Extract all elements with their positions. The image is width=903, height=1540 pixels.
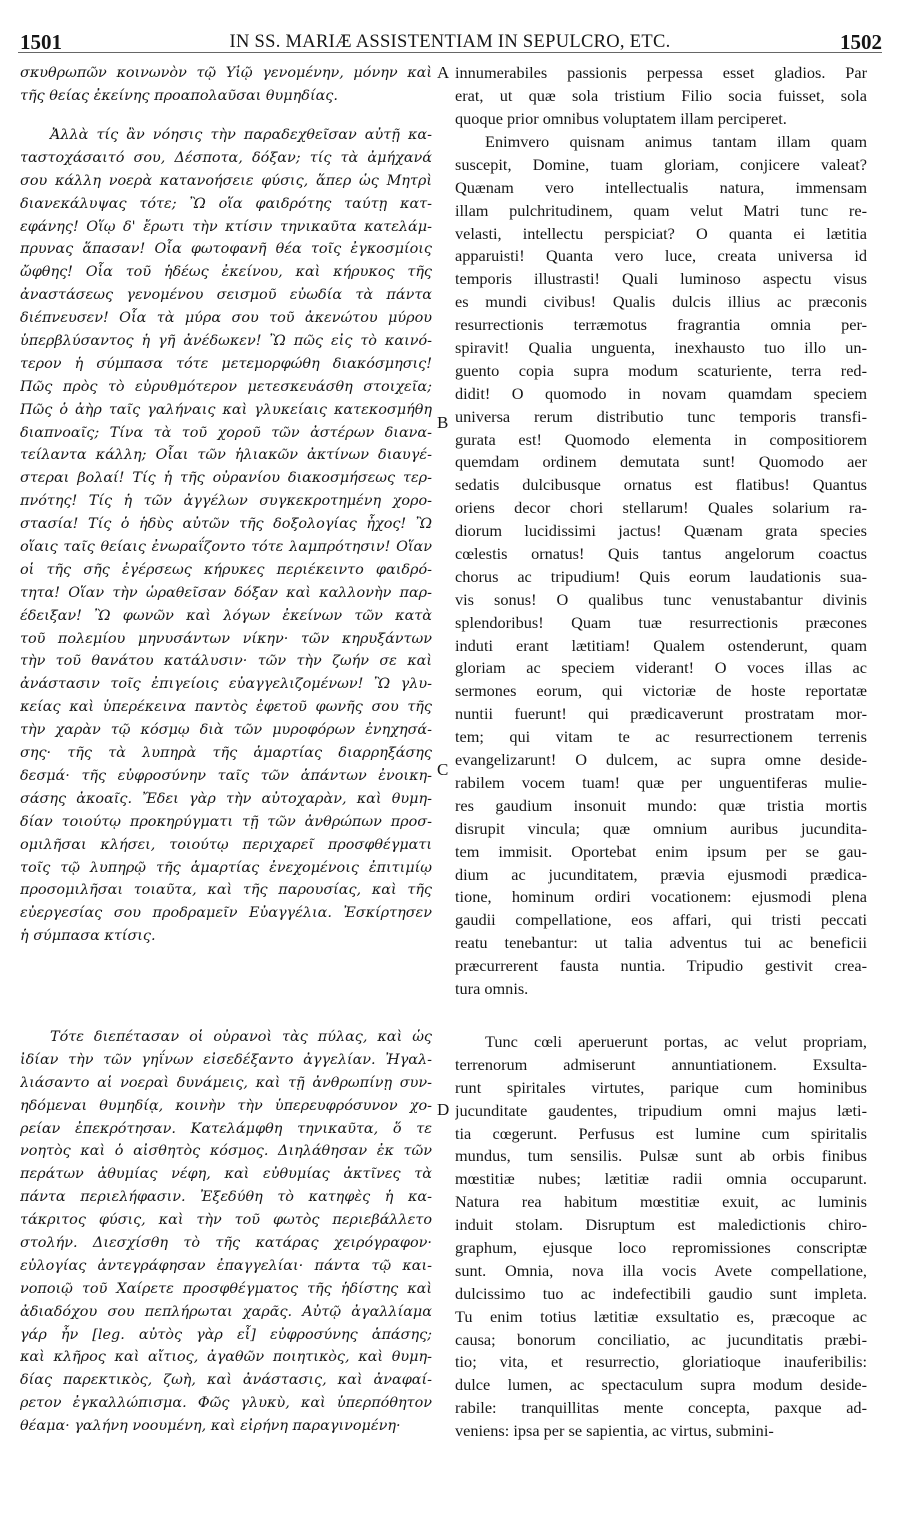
text-line: splendoribus! Quam tuæ resurrectionis præcones xyxy=(455,612,867,632)
text-line: νοητὸς καὶ ὁ αἰσθητὸς κόσμος. Διηλάθησαν ἐκ τῶν xyxy=(20,1143,432,1160)
text-line: sermones eorum, qui victoriæ de hoste reportatæ xyxy=(455,681,867,701)
text-line: τείλαντα κάλλη; Οἷαι τῶν ἡλιακῶν ἀκτίνων διαυγέ- xyxy=(20,447,432,464)
running-title: IN SS. MARIÆ ASSISTENTIAM IN SEPULCRO, ETC. xyxy=(229,32,671,52)
text-line: δεσμά· τῆς εὐφροσύνην ταῖς τῶν ἁπάντων ἐνοικη- xyxy=(20,767,432,784)
text-line: διανεκάλυψας τότε; Ὢ οἵα φαιδρότης ταύτῃ κατ- xyxy=(20,195,432,212)
text-line: καὶ κλῆρος καὶ αἴτιος, ἀγαθῶν ποιητικὸς, καὶ θυμη- xyxy=(20,1349,432,1366)
latin-paragraph-3 xyxy=(455,1031,867,1443)
text-line: sunt. Omnia, nova illa vocis Avete compellatione, xyxy=(455,1260,867,1280)
text-line: apparuisti! Quanta vero luce, creata universa id xyxy=(455,246,867,266)
text-line: ἰδίαν τὴν τῶν γηΐνων εἰσεδέξαντο ἀγγελίαν. Ἠγαλ- xyxy=(20,1051,432,1068)
text-line: εφάνης! Οἵῳ δ' ἔρωτι τὴν κτίσιν τηνικαῦτα κατελάμ- xyxy=(20,218,432,235)
text-line: tem immisit. Oportebat enim ipsum per se gau- xyxy=(455,841,867,861)
text-line: causa; bonorum conciliatio, ac jucunditatis præbi- xyxy=(455,1329,867,1349)
text-line: gurata est! Quomodo elementa in compositiorem xyxy=(455,429,867,449)
text-line: περάτων ἀθυμίας νέφη, καὶ εὐθυμίας ἀκτῖνες τὰ xyxy=(20,1166,432,1183)
text-line: ρετον ἐγκαλλώπισμα. Φῶς γλυκὺ, καὶ ὑπερπόθητον xyxy=(20,1395,432,1412)
text-line: τὴν τοῦ θανάτου κατάλυσιν· τῶν τὴν ζωήν σε καὶ xyxy=(20,653,432,670)
text-line: σης· τῆς τὰ λυπηρὰ τῆς ἁμαρτίας διαρρηξάσης xyxy=(20,745,432,762)
page-number-left: 1501 xyxy=(20,30,62,54)
text-line: es mundi civibus! Qualis dulcis illius ac præconis xyxy=(455,292,867,312)
text-line: στεραι βολαί! Τίς ἡ τῆς οὐρανίου διακοσμήσεως τερ- xyxy=(20,470,432,487)
text-line: veniens: ipsa per se sapientia, ac virtus, submini- xyxy=(455,1421,774,1441)
text-line: rabile: tranquillitas mente concepta, paxque ad- xyxy=(455,1398,867,1418)
text-line: induti erant lætitiam! Qualem ostenderunt, quam xyxy=(455,635,867,655)
text-line: ὑπερβλύσαντος ἡ γῆ ἀνέδωκεν! Ὢ πῶς εἰς τὸ καινό- xyxy=(20,333,432,350)
text-line: induit stolam. Disruptum est maledictionis chiro- xyxy=(455,1215,867,1235)
text-line: οἱ τῆς σῆς ἐγέρσεως κήρυκες περιέκειντο φαιδρό- xyxy=(20,561,432,578)
text-line: τάκριτος φύσις, καὶ τὴν τοῦ φωτὸς περιεβάλλετο xyxy=(20,1212,432,1229)
greek-paragraph-3 xyxy=(20,1026,432,1438)
margin-marker-a: A xyxy=(437,63,450,82)
text-line: universa rerum distributio tunc temporis transfi- xyxy=(455,406,867,426)
text-line: τερον ἡ σύμπασα τότε μετεμορφώθη διακόσμησις! xyxy=(20,355,432,372)
text-line: jucunditate gaudentes, tripudium omni majus læti- xyxy=(455,1100,867,1120)
text-line: quemdam ordinem demutata sunt! Quomodo aer xyxy=(455,452,867,472)
text-line: εὐλογίας ἀντεγράφησαν ἐπαγγελίαι· πάντα τῷ και- xyxy=(20,1257,432,1274)
text-line: τῆς θείας ἐκείνης προαπολαῦσαι θυμηδίας. xyxy=(20,87,338,104)
margin-marker-b: B xyxy=(437,413,449,432)
text-line: τοῦ πολεμίου μηνυσάντων νίκην· τῶν κηρυξάντων xyxy=(20,630,432,647)
text-line: res gaudium insonuit mundo: quæ tristia mortis xyxy=(455,795,867,815)
text-line: temporis illustrasti! Quali luminoso aspectu visus xyxy=(455,269,867,289)
text-line: tura omnis. xyxy=(455,978,529,998)
text-line: ἀνάστασιν τοῖς ἐπιγείοις εὐαγγελιζομένων! Ὢ γλυ- xyxy=(20,676,432,693)
text-line: dium ac jucunditatem, prævia ejusmodi prædica- xyxy=(455,864,867,884)
text-line: ἡ σύμπασα κτίσις. xyxy=(20,928,156,945)
text-line: graphum, ejusque loco repromissiones conscriptæ xyxy=(455,1238,867,1258)
text-line: τὴν χαρὰν τῷ κόσμῳ διὰ τῶν μυροφόρων ἐνηχησά- xyxy=(20,722,432,739)
text-line: suscepit, Domine, tuam gloriam, conjicere valeat? xyxy=(455,154,867,174)
text-line: tia cœgerunt. Perfusus est lumine cum spiritalis xyxy=(455,1123,867,1143)
text-line: ἀναστάσεως γενομένου σεισμοῦ εὐωδία τὰ πάντα xyxy=(20,287,432,304)
text-line: έδειξαν! Ὢ φωνῶν καὶ λόγων ἐκείνων τῶν κατὰ xyxy=(20,607,432,624)
text-line: Tu enim totius lætitiæ exsultatio es, præcoque ac xyxy=(455,1306,867,1326)
text-line: δίαν τοιούτῳ προκηρύγματι τῇ τῶν ἀνθρώπων προσ- xyxy=(20,813,432,830)
text-line: Ἀλλὰ τίς ἂν νόησις τὴν παραδεχθεῖσαν αὐτῇ κα- xyxy=(50,127,432,143)
text-line: quoque prior omnibus voluptatem illam perciperet. xyxy=(455,108,787,128)
text-line: Enimvero quisnam animus tantam illam quam xyxy=(485,132,867,151)
text-line: rabilem vocem tuam! quæ per unguentiferas mulie- xyxy=(455,772,867,792)
text-line: nuntii fuerunt! qui prædicaverunt prostratam mor- xyxy=(455,704,867,724)
text-line: gloriam ac speciem viderant! O voces illas ac xyxy=(455,658,867,678)
text-line: didit! O quomodo in novam quamdam speciem xyxy=(455,383,867,403)
text-line: cœlestis ornatus! Quis tantus angelorum coactus xyxy=(455,544,867,564)
text-line: Tunc cœli aperuerunt portas, ac velut propriam, xyxy=(485,1032,867,1051)
text-line: mundus, tum sensilis. Pulsæ sunt ab orbis finibus xyxy=(455,1146,867,1166)
text-line: erat, ut quæ sola tristium Filio socia fuisset, sola xyxy=(455,85,867,105)
margin-marker-c: C xyxy=(437,760,449,779)
text-line: tio; vita, et resurrectio, gloriatioque inauferibilis: xyxy=(455,1352,867,1372)
page-header xyxy=(18,30,882,58)
text-line: illam pulchritudinem, quam velut Matri tunc re- xyxy=(455,200,867,220)
text-line: γάρ ἦν [leg. αὐτὸς γὰρ εἶ] εὐφροσύνης ἁπάσης; xyxy=(20,1326,432,1343)
text-line: στολήν. Διεσχίσθη τὸ τῆς κατάρας χειρόγραφον· xyxy=(20,1235,432,1252)
text-line: dulce lumen, ac spectaculum supra modum deside- xyxy=(455,1375,867,1395)
text-line: πνότης! Τίς ἡ τῶν ἀγγέλων συγκεκροτημένη χορο- xyxy=(20,493,432,510)
text-line: ηδόμεναι θυμηδίᾳ, κοινὴν τὴν ὑπερευφρόσυνον χο- xyxy=(20,1097,432,1114)
latin-paragraph-2 xyxy=(455,131,867,1001)
text-line: evangelizarunt! O dulcem, ac supra omne deside- xyxy=(455,750,867,770)
text-line: προσομιλῆσαι τοιαῦτα, καὶ τῆς παρουσίας, καὶ τῆς xyxy=(20,882,432,899)
header-rule xyxy=(18,52,882,53)
text-line: τοῖς τῷ λυπηρῷ τῆς ἁμαρτίας ἐνεχομένοις ἐπιτιμίῳ xyxy=(20,859,432,876)
text-line: ρείαν ἐπεκρότησαν. Κατελάμφθη τηνικαῦτα, ὅ τε xyxy=(20,1120,432,1137)
greek-paragraph-2 xyxy=(20,124,432,948)
greek-paragraph-1 xyxy=(20,62,432,108)
text-line: κείας καὶ ὑπερέκεινα παντὸς ἐφετοῦ φωνῆς σου τῆς xyxy=(20,699,432,716)
text-line: diorum lucidissimi jactus! Quænam grata species xyxy=(455,521,867,541)
page-number-right: 1502 xyxy=(840,30,882,54)
text-line: oriens decor chori stellarum! Quales solarium ra- xyxy=(455,498,867,518)
text-line: terrenorum admiserunt annuntiationem. Exsulta- xyxy=(455,1054,867,1074)
text-line: disrupit vincula; quæ omnium auribus jucundita- xyxy=(455,818,867,838)
text-line: Τότε διεπέτασαν οἱ οὐρανοὶ τὰς πύλας, καὶ ὡς xyxy=(50,1029,432,1045)
text-line: spiravit! Qualia unguenta, inexhausto tuo illo un- xyxy=(455,338,867,358)
text-line: Natura rea habitum mœstitiæ exuit, ac luminis xyxy=(455,1192,867,1212)
text-line: λιάσαντο αἱ νοεραὶ δυνάμεις, καὶ τῇ ἀνθρωπίνῃ συν- xyxy=(20,1074,432,1091)
text-line: mœstitiæ nubes; lætitiæ radii omnia occuparunt. xyxy=(455,1169,867,1189)
text-line: σου κάλλη νοερὰ κατανοήσειε φύσις, ἅπερ ὡς Μητρὶ xyxy=(20,172,432,189)
text-line: δίας παρεκτικὸς, ζωὴ, καὶ ἀνάστασις, καὶ ἀναφαί- xyxy=(20,1372,432,1389)
text-line: πρυνας ἅπασαν! Οἷα φωτοφανῆ θέα τοῖς ἐγκοσμίοις xyxy=(20,241,432,258)
text-line: πάντα περιελήφασιν. Ἐξεδύθη τὸ κατηφὲς ἡ κα- xyxy=(20,1189,432,1206)
text-line: runt spiritales virtutes, parique cum hominibus xyxy=(455,1077,867,1097)
text-line: innumerabiles passionis perpessa esset gladios. Par xyxy=(455,63,867,82)
text-line: διαπνοαῖς; Τίνα τὰ τοῦ χοροῦ τῶν ἀστέρων διανα- xyxy=(20,424,432,441)
text-line: velasti, intellectu perspiciat? O quanta ei lætitia xyxy=(455,223,867,243)
text-line: τητα! Οἵαν τὴν ὡραθεῖσαν δόξαν καὶ καλλονὴν παρ- xyxy=(20,584,432,601)
text-line: ομιλῆσαι κλήσει, τοιούτῳ περιχαρεῖ προσφθέγματι xyxy=(20,836,432,853)
text-line: θέαμα· γαλήνη νοουμένη, καὶ εἰρήνη παραγινομένη· xyxy=(20,1418,401,1435)
text-line: Πῶς ὁ ἀὴρ ταῖς γαλήναις καὶ γλυκείαις κατεκοσμήθη xyxy=(20,401,432,418)
text-line: ὤφθης! Οἷα τοῦ ἡδέως ἐκείνου, καὶ κήρυκος τῆς xyxy=(20,264,432,281)
text-line: gaudii compellatione, eos affari, qui tristi peccati xyxy=(455,910,867,930)
text-line: Quænam vero intellectualis natura, immensam xyxy=(455,177,867,197)
text-line: guento copia supra modum scaturiente, terra red- xyxy=(455,360,867,380)
text-line: vis sonus! O qualibus tunc venustabantur divinis xyxy=(455,589,867,609)
text-line: tem; qui vitam te ac resurrectionem terrenis xyxy=(455,727,867,747)
latin-paragraph-1 xyxy=(455,62,867,131)
text-line: Πῶς πρὸς τὸ εὐρυθμότερον μετεσκευάσθη στοιχεῖα; xyxy=(20,378,432,395)
text-line: σάσης ἀκοαῖς. Ἔδει γὰρ τὴν αὐτοχαρὰν, καὶ θυμη- xyxy=(20,790,432,807)
text-line: præcurrerent fausta nuntia. Tripudio gestivit crea- xyxy=(455,956,867,976)
text-line: tione, hominum ordiri vocationem: ejusmodi plena xyxy=(455,887,867,907)
text-line: σκυθρωπῶν κοινωνὸν τῷ Υἱῷ γενομένην, μόνην καὶ xyxy=(20,65,432,81)
text-line: διέπνευσεν! Οἷα τὰ μύρα σου τοῦ ἀκενώτου μύρου xyxy=(20,310,432,327)
text-line: νοποιῷ τοῦ Χαίρετε προσφθέγματος τῆς ἡδίστης καὶ xyxy=(20,1280,432,1297)
text-line: ταστοχάσαιτό σου, Δέσποτα, δόξαν; τίς τὰ ἀμήχανά xyxy=(20,149,432,166)
text-line: resurrectionis terræmotus fragrantia omnia per- xyxy=(455,315,867,335)
text-line: reatu tenebantur: ut talia adventus tui ac beneficii xyxy=(455,933,867,953)
text-line: εὐεργεσίας σου προδραμεῖν Εὐαγγέλια. Ἐσκίρτησεν xyxy=(20,905,432,922)
text-line: ἀδιαδόχου σου πεπλήρωται χαρᾶς. Αὐτῷ ἀγαλλίαμα xyxy=(20,1303,432,1320)
text-line: στασία! Τίς ὁ ἡδὺς αὐτῶν τῆς δοξολογίας ἦχος! Ὢ xyxy=(20,516,432,533)
text-line: sedatis dulcibusque ornatus est flatibus! Quantus xyxy=(455,475,867,495)
text-line: οἵαις ταῖς θείαις ἐνωραΐζοντο τότε λαμπρότησιν! Οἵαν xyxy=(20,539,432,556)
text-line: chorus ac tripudium! Quis eorum laudationis sua- xyxy=(455,566,867,586)
margin-marker-d: D xyxy=(437,1100,450,1119)
text-line: dulcissimo tuo ac indefectibili gaudio sunt impleta. xyxy=(455,1283,867,1303)
